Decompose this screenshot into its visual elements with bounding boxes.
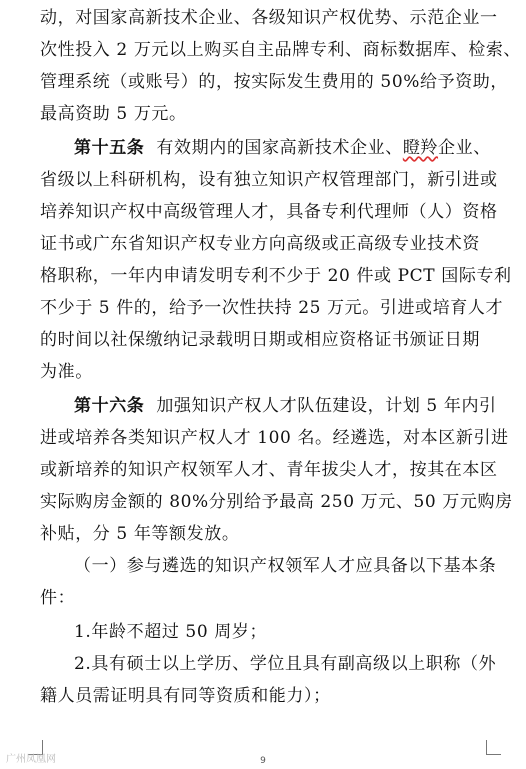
text-line: 管理系统（或账号）的，按实际发生费用的 50%给予资助，	[40, 72, 508, 92]
article-15-first-line	[40, 138, 492, 158]
list-item: 1.年龄不超过 50 周岁；	[74, 622, 268, 642]
text-span: 有效期内的国家高新技术企业、	[156, 138, 403, 158]
spellcheck-flagged-word: 瞪羚	[402, 138, 439, 158]
text-line: 证书或广东省知识产权专业方向高级或正高级专业技术资	[40, 234, 480, 254]
text-line: 补贴，分 5 年等额发放。	[40, 524, 240, 544]
text-span: 企业、	[438, 138, 491, 158]
list-item: 2.具有硕士以上学历、学位且具有副高级以上职称（外	[74, 654, 497, 674]
text-line: 次性投入 2 万元以上购买自主品牌专利、商标数据库、检索、	[40, 40, 522, 60]
text-line: 进或培养各类知识产权人才 100 名。经遴选，对本区新引进	[40, 428, 509, 448]
clause-1-line: （一）参与遴选的知识产权领军人才应具备以下基本条	[74, 556, 497, 576]
text-line: 最高资助 5 万元。	[40, 104, 187, 124]
watermark: 广州凤凰网	[6, 754, 56, 765]
text-line: 或新培养的知识产权领军人才、青年拔尖人才，按其在本区	[40, 460, 498, 480]
page-number: 9	[260, 756, 266, 766]
article-15-heading: 第十五条	[74, 138, 145, 158]
text-line: 为准。	[40, 362, 93, 382]
text-line: 的时间以社保缴纳记录载明日期或相应资格证书颁证日期	[40, 330, 480, 350]
article-16-heading: 第十六条	[74, 396, 145, 416]
list-item-continuation: 籍人员需证明具有同等资质和能力）；	[40, 686, 331, 706]
text-line: 省级以上科研机构，设有独立知识产权管理部门，新引进或	[40, 170, 498, 190]
text-line: 实际购房金额的 80%分别给予最高 250 万元、50 万元购房	[40, 492, 513, 512]
text-span: 加强知识产权人才队伍建设，计划 5 年内引	[156, 396, 497, 416]
text-line: 不少于 5 件的，给予一次性扶持 25 万元。引进或培育人才	[40, 298, 504, 318]
clause-1-line: 件：	[40, 588, 76, 608]
text-line: 培养知识产权中高级管理人才，具备专利代理师（人）资格	[40, 202, 498, 222]
text-line: 格职称，一年内申请发明专利不少于 20 件或 PCT 国际专利	[40, 266, 512, 286]
article-16-first-line	[40, 396, 497, 416]
text-line: 动，对国家高新技术企业、各级知识产权优势、示范企业一	[40, 8, 498, 28]
page-corner-mark-right	[486, 740, 501, 755]
